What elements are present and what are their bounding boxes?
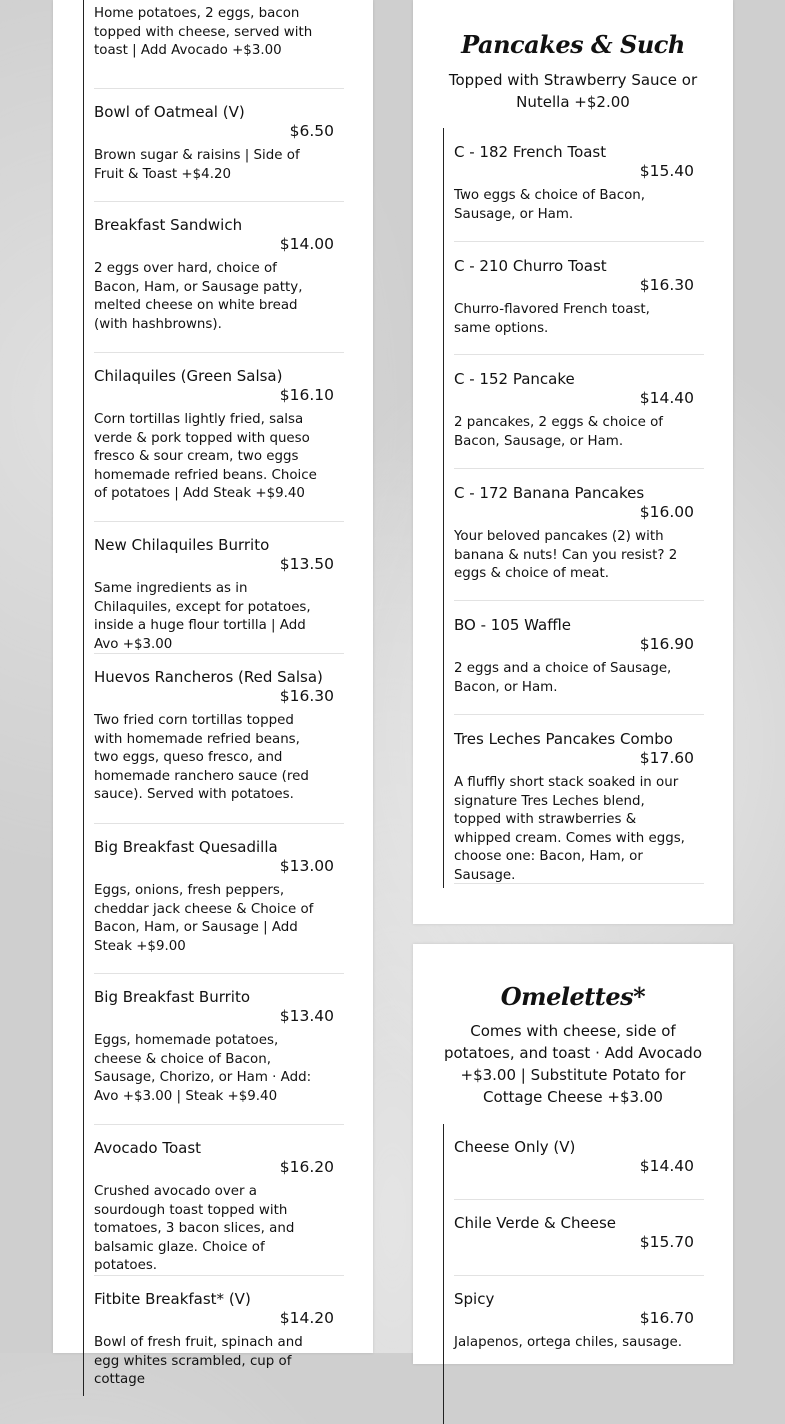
menu-item[interactable] [454,715,704,884]
menu-item[interactable] [94,202,344,353]
menu-item-name: Avocado Toast [94,1139,202,1157]
menu-item-name: Fitbite Breakfast* (V) [94,1290,251,1308]
menu-item-description: A fluffly short stack soaked in our signature Tres Leches blend, topped with strawberries & whipped cream. Comes with eggs, choose one: Bacon, Ham, or Sausage. [454,775,685,883]
menu-item-name: Cheese Only (V) [454,1138,576,1156]
menu-item-description: Brown sugar & raisins | Side of Fruit & Toast +$4.20 [94,148,300,182]
section-title: Omelettes* [500,982,646,1011]
menu-item-price: $13.50 [279,555,334,573]
menu-item-name: Tres Leches Pancakes Combo [454,730,673,748]
menu-item-name: Bowl of Oatmeal (V) [94,103,245,121]
pancakes-section [413,0,733,924]
section-title: Pancakes & Such [461,30,685,59]
menu-item-description: Churro-flavored French toast, same options. [454,302,650,336]
menu-item[interactable] [94,654,344,824]
menu-item-description: Crushed avocado over a sourdough toast topped with tomatoes, 3 bacon slices, and balsamic glaze. Choice of potatoes. [94,1184,295,1273]
menu-item[interactable] [94,1276,344,1396]
menu-item-price: $17.60 [639,749,694,767]
menu-item-price: $14.20 [279,1309,334,1327]
menu-item-name: Chile Verde & Cheese [454,1214,617,1232]
menu-item-price: $16.00 [639,503,694,521]
menu-item-price: $13.00 [279,857,334,875]
menu-item[interactable] [454,242,704,355]
menu-item-description: Corn tortillas lightly fried, salsa verde & pork topped with queso fresco & sour cream, two eggs homemade refried beans. Choice of potatoes | Add Steak +$9.40 [94,412,317,501]
menu-item-price: $16.70 [639,1309,694,1327]
menu-item-price: $13.40 [279,1007,334,1025]
menu-item[interactable] [454,128,704,242]
menu-item[interactable] [94,522,344,654]
menu-item-name: C - 210 Churro Toast [454,257,607,275]
menu-item-name: Breakfast Sandwich [94,216,243,234]
menu-item-price: $6.50 [289,122,334,140]
menu-item[interactable] [94,5,344,89]
menu-item-description: Eggs, homemade potatoes, cheese & choice of Bacon, Sausage, Chorizo, or Ham · Add: Avo +$3.00 | Steak +$9.40 [94,1033,312,1104]
menu-item[interactable] [454,469,704,601]
menu-item-price: $14.00 [279,235,334,253]
menu-item-description: Eggs, onions, fresh peppers, cheddar jack cheese & Choice of Bacon, Ham, or Sausage | Add Steak +$9.00 [94,883,314,954]
menu-item-name: Chilaquiles (Green Salsa) [94,367,283,385]
menu-item-name: C - 172 Banana Pancakes [454,484,645,502]
menu-item[interactable] [454,355,704,469]
menu-item-price: $16.30 [639,276,694,294]
menu-item-price: $16.10 [279,386,334,404]
menu-item-name: Huevos Rancheros (Red Salsa) [94,668,323,686]
menu-item[interactable] [94,353,344,522]
menu-item[interactable] [94,824,344,974]
menu-item-description: Two eggs & choice of Bacon, Sausage, or Ham. [454,188,646,222]
pancakes-item-list [443,128,704,888]
menu-item-price: $16.20 [279,1158,334,1176]
menu-item[interactable] [454,601,704,715]
menu-item-price: $15.40 [639,162,694,180]
menu-item-description: Bowl of fresh fruit, spinach and egg whites scrambled, cup of cottage [94,1335,303,1387]
menu-item[interactable] [94,89,344,202]
menu-item-description: 2 eggs and a choice of Sausage, Bacon, or Ham. [454,661,672,695]
menu-item-price: $14.40 [639,389,694,407]
menu-item[interactable] [454,1200,704,1276]
menu-item-price: $14.40 [639,1157,694,1175]
menu-item-description: 2 eggs over hard, choice of Bacon, Ham, or Sausage patty, melted cheese on white bread (with hashbrowns). [94,261,303,332]
menu-item-price: $16.30 [279,687,334,705]
breakfast-menu-panel [53,0,373,1387]
menu-item-description: Same ingredients as in Chilaquiles, except for potatoes, inside a huge flour tortilla | Add Avo +$3.00 [94,581,311,652]
menu-item-name: Big Breakfast Burrito [94,988,251,1006]
menu-item-name: Big Breakfast Quesadilla [94,838,278,856]
menu-item-description: 2 pancakes, 2 eggs & choice of Bacon, Sausage, or Ham. [454,415,664,449]
menu-item-name: Spicy [454,1290,495,1308]
menu-item[interactable] [454,1276,704,1396]
menu-item-price: $16.90 [639,635,694,653]
section-subtitle: Comes with cheese, side of potatoes, and toast · Add Avocado +$3.00 | Substitute Potato for Cottage Cheese +$3.00 [443,1022,703,1106]
menu-item-description: Your beloved pancakes (2) with banana & nuts! Can you resist? 2 eggs & choice of meat. [454,529,678,581]
breakfast-item-list [83,0,344,1396]
menu-item[interactable] [94,974,344,1125]
menu-item-description: Home potatoes, 2 eggs, bacon topped with cheese, served with toast | Add Avocado +$3.00 [94,6,313,58]
omelettes-section [413,944,733,1364]
menu-item-name: C - 152 Pancake [454,370,575,388]
menu-item-name: New Chilaquiles Burrito [94,536,270,554]
menu-item-price: $15.70 [639,1233,694,1251]
menu-item[interactable] [454,1124,704,1200]
menu-item[interactable] [94,1125,344,1276]
menu-item-name: C - 182 French Toast [454,143,607,161]
menu-item-description: Two fried corn tortillas topped with homemade refried beans, two eggs, queso fresco, and homemade ranchero sauce (red sauce). Served with potatoes. [94,713,309,802]
menu-item-description: Jalapenos, ortega chiles, sausage. [454,1335,683,1350]
omelettes-item-list [443,1124,704,1424]
menu-item-name: BO - 105 Waffle [454,616,571,634]
section-subtitle: Topped with Strawberry Sauce or Nutella +$2.00 [448,71,698,111]
